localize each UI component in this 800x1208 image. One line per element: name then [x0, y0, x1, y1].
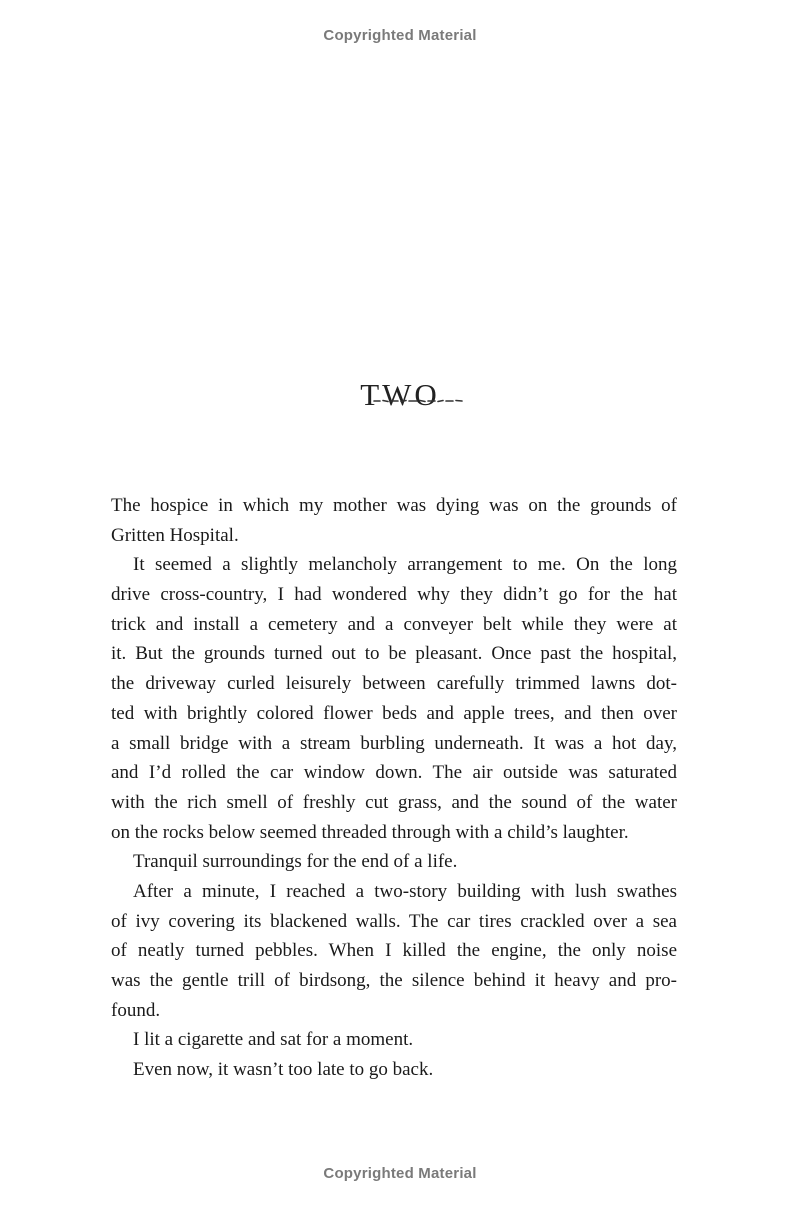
- text-line: it. But the grounds turned out to be pleasant. Once past the hospital,: [111, 643, 677, 665]
- text-line: and I’d rolled the car window down. The air outside was saturated: [111, 762, 677, 784]
- chapter-ornament-icon: [372, 397, 464, 405]
- text-line: Gritten Hospital.: [111, 524, 239, 546]
- chapter-body: [111, 491, 677, 1085]
- copyright-watermark-top: Copyrighted Material: [323, 27, 477, 44]
- text-line: on the rocks below seemed threaded through with a child’s laughter.: [111, 821, 629, 843]
- text-line: with the rich smell of freshly cut grass, and the sound of the water: [111, 791, 677, 813]
- text-line: The hospice in which my mother was dying was on the grounds of: [111, 495, 677, 516]
- text-line: It seemed a slightly melancholy arrangement to me. On the long: [133, 554, 677, 576]
- text-line: found.: [111, 999, 161, 1021]
- text-line: trick and install a cemetery and a conveyer belt while they were at: [111, 613, 677, 635]
- text-line: the driveway curled leisurely between carefully trimmed lawns dot-: [111, 673, 677, 695]
- text-line: was the gentle trill of birdsong, the silence behind it heavy and pro-: [111, 970, 677, 991]
- paragraph: [111, 1055, 677, 1085]
- text-line: drive cross-country, I had wondered why they didn’t go for the hat: [111, 584, 677, 606]
- paragraph: [111, 491, 677, 550]
- copyright-watermark-bottom: Copyrighted Material: [323, 1165, 477, 1182]
- text-line: of neatly turned pebbles. When I killed the engine, the only noise: [111, 940, 677, 962]
- paragraph: [111, 847, 677, 877]
- text-line: of ivy covering its blackened walls. The car tires crackled over a sea: [111, 910, 677, 932]
- paragraph: [111, 1025, 677, 1055]
- paragraph: [111, 877, 677, 1025]
- text-line: a small bridge with a stream burbling underneath. It was a hot day,: [111, 732, 677, 754]
- text-line: Tranquil surroundings for the end of a life.: [133, 851, 458, 873]
- text-line: Even now, it wasn’t too late to go back.: [133, 1059, 434, 1081]
- text-line: After a minute, I reached a two-story building with lush swathes: [133, 880, 677, 902]
- chapter-title: TWO: [360, 376, 440, 412]
- paragraph: [111, 550, 677, 847]
- text-line: ted with brightly colored flower beds and apple trees, and then over: [111, 702, 677, 724]
- text-line: I lit a cigarette and sat for a moment.: [133, 1029, 414, 1051]
